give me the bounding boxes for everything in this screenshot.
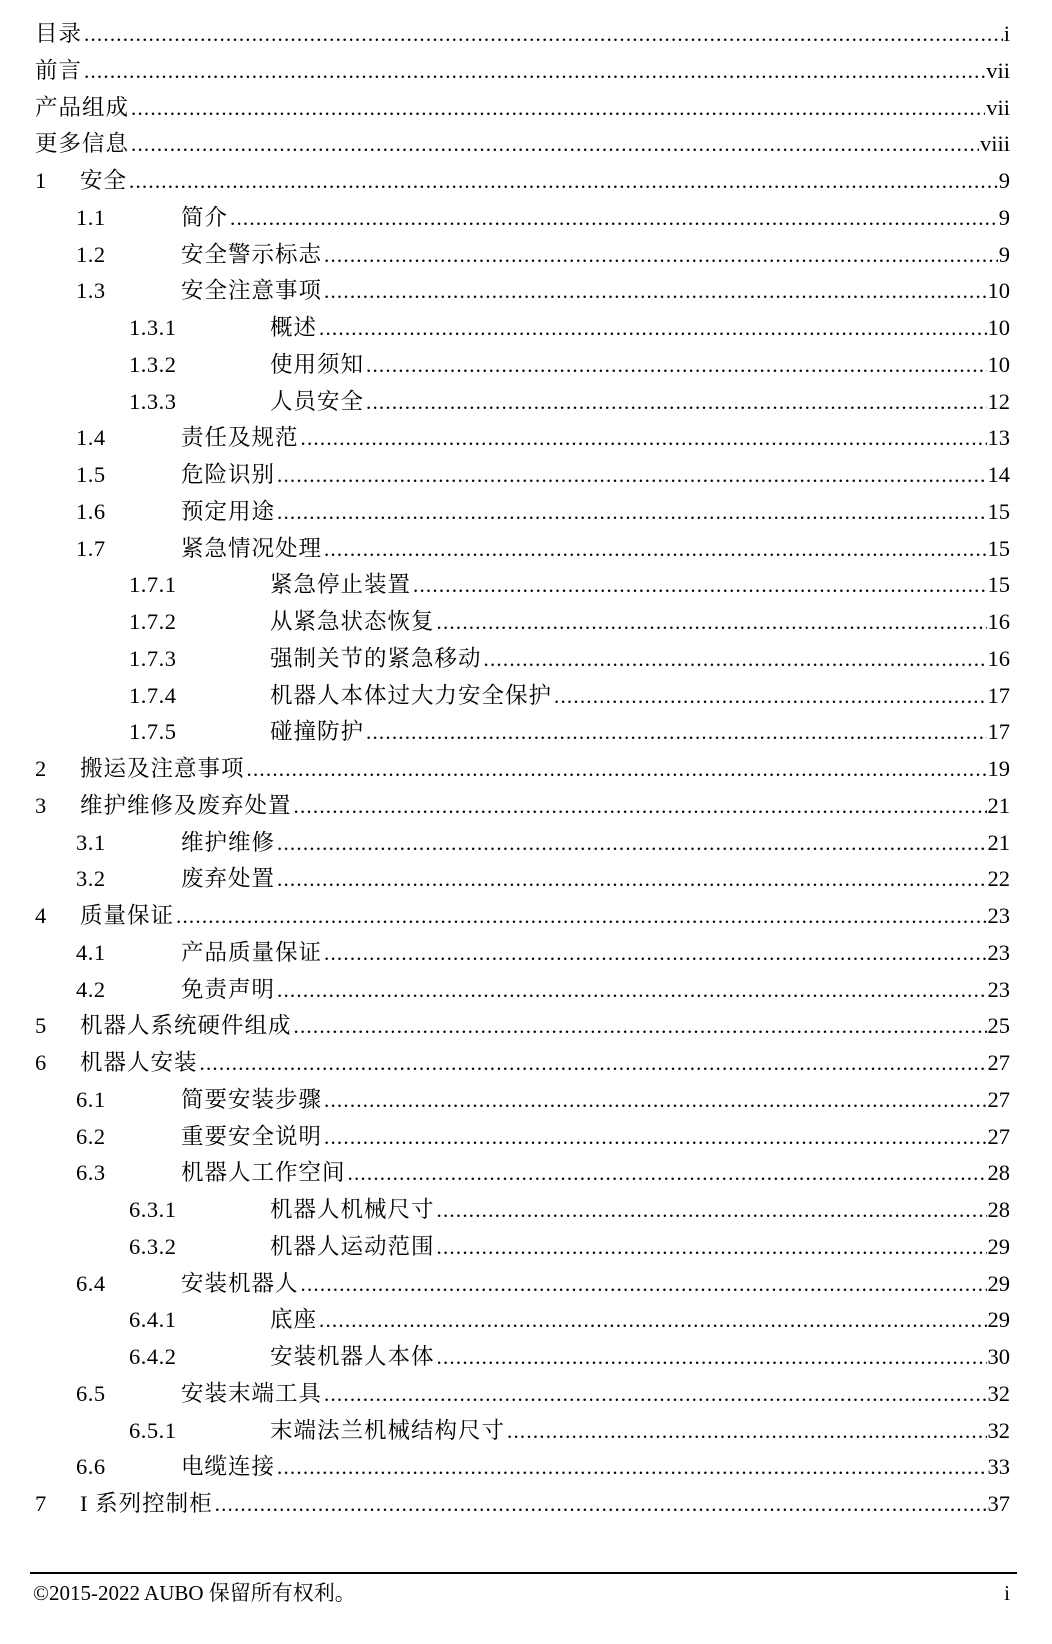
toc-entry-page-number: 29 xyxy=(987,1270,1010,1296)
toc-entry-title: 安装机器人 xyxy=(181,1270,299,1296)
toc-entry-number: 1.7.1 xyxy=(129,572,177,598)
toc-entry-number: 6.5.1 xyxy=(129,1417,177,1443)
footer-page-number: i xyxy=(1004,1581,1010,1605)
toc-entry-number: 6.3.2 xyxy=(129,1233,177,1259)
toc-entry-title: 目录 xyxy=(35,21,83,46)
toc-entry-number: 1.7.4 xyxy=(129,682,177,708)
toc-leader-dots xyxy=(324,1119,986,1156)
toc-entry-number: 6 xyxy=(35,1050,47,1075)
toc-entry[interactable] xyxy=(35,420,1010,457)
toc-entry-page-number: vii xyxy=(986,94,1010,120)
toc-entry-title: 紧急情况处理 xyxy=(181,535,323,561)
toc-entry-number: 1.5 xyxy=(76,462,106,487)
toc-leader-dots xyxy=(277,861,986,898)
toc-entry-title: 质量保证 xyxy=(80,903,175,928)
toc-leader-dots xyxy=(507,1413,986,1450)
toc-entry-page-number: 15 xyxy=(987,498,1010,524)
toc-entry-number: 4.1 xyxy=(76,939,106,965)
toc-entry[interactable] xyxy=(35,972,1010,1009)
toc-entry-title: 产品组成 xyxy=(35,94,130,120)
toc-entry[interactable] xyxy=(35,1449,1010,1486)
toc-leader-dots xyxy=(294,1008,987,1045)
toc-entry-number: 6.4.2 xyxy=(129,1344,177,1369)
toc-entry[interactable] xyxy=(35,1266,1010,1303)
toc-entry[interactable] xyxy=(35,678,1010,715)
toc-leader-dots xyxy=(129,163,998,200)
toc-entry[interactable] xyxy=(35,604,1010,641)
toc-leader-dots xyxy=(215,1486,987,1523)
toc-entry-number: 6.2 xyxy=(76,1123,106,1149)
toc-entry-title: 安全警示标志 xyxy=(181,241,323,267)
toc-entry-number: 6.3.1 xyxy=(129,1197,177,1222)
toc-entry-title: 电缆连接 xyxy=(181,1454,276,1480)
toc-leader-dots xyxy=(437,1339,987,1376)
toc-leader-dots xyxy=(301,420,987,457)
toc-entry-page-number: 15 xyxy=(987,535,1010,561)
toc-leader-dots xyxy=(324,1376,986,1413)
toc-entry[interactable] xyxy=(35,751,1010,788)
toc-entry-title: 责任及规范 xyxy=(181,425,299,451)
toc-entry-page-number: 22 xyxy=(987,866,1010,892)
toc-entry-page-number: 15 xyxy=(987,572,1010,598)
toc-entry[interactable] xyxy=(35,1376,1010,1413)
toc-entry-page-number: 32 xyxy=(987,1380,1010,1406)
toc-leader-dots xyxy=(319,1302,986,1339)
toc-entry[interactable] xyxy=(35,898,1010,935)
toc-entry-number: 3.2 xyxy=(76,866,106,892)
toc-entry[interactable] xyxy=(35,1045,1010,1082)
toc-entry-number: 6.3 xyxy=(76,1160,106,1186)
toc-entry-title: 搬运及注意事项 xyxy=(80,756,245,781)
toc-leader-dots xyxy=(247,751,987,788)
toc-entry[interactable] xyxy=(35,825,1010,862)
toc-entry-number: 1.3.3 xyxy=(129,388,177,414)
toc-entry[interactable] xyxy=(35,531,1010,568)
toc-entry[interactable] xyxy=(35,1082,1010,1119)
toc-entry-number: 7 xyxy=(35,1491,47,1516)
toc-entry-page-number: 9 xyxy=(998,204,1010,230)
toc-entry-title: 前言 xyxy=(35,57,83,83)
toc-leader-dots xyxy=(131,90,985,127)
toc-leader-dots xyxy=(301,1266,987,1303)
toc-entry-title: 紧急停止装置 xyxy=(270,572,412,598)
toc-entry-page-number: 16 xyxy=(987,645,1010,671)
toc-leader-dots xyxy=(131,126,979,163)
toc-entry-title: 人员安全 xyxy=(270,388,365,414)
toc-entry-page-number: 9 xyxy=(998,168,1010,193)
toc-entry[interactable] xyxy=(35,126,1010,163)
toc-entry[interactable] xyxy=(35,935,1010,972)
toc-entry[interactable] xyxy=(35,16,1010,53)
toc-entry[interactable] xyxy=(35,641,1010,678)
toc-leader-dots xyxy=(437,1192,987,1229)
toc-entry-number: 1.7.5 xyxy=(129,719,177,745)
toc-entry-page-number: 23 xyxy=(987,939,1010,965)
toc-entry-page-number: 30 xyxy=(987,1344,1010,1369)
toc-entry-number: 1.1 xyxy=(76,204,106,230)
toc-entry[interactable] xyxy=(35,1229,1010,1266)
toc-entry-page-number: 25 xyxy=(987,1013,1010,1039)
toc-entry-title: 简要安装步骤 xyxy=(181,1086,323,1112)
toc-leader-dots xyxy=(437,604,987,641)
toc-entry-title: 机器人安装 xyxy=(80,1050,198,1075)
toc-entry-number: 5 xyxy=(35,1013,47,1039)
toc-entry-page-number: 23 xyxy=(987,903,1010,928)
toc-leader-dots xyxy=(277,825,986,862)
toc-entry-page-number: 17 xyxy=(987,719,1010,745)
toc-leader-dots xyxy=(366,714,986,751)
toc-entry-title: 机器人机械尺寸 xyxy=(270,1197,435,1222)
toc-entry-page-number: 12 xyxy=(987,388,1010,414)
toc-entry-title: 末端法兰机械结构尺寸 xyxy=(270,1417,506,1443)
toc-entry-title: 机器人运动范围 xyxy=(270,1233,435,1259)
footer-divider xyxy=(30,1572,1017,1574)
toc-entry-number: 3 xyxy=(35,792,47,818)
toc-entry-page-number: 13 xyxy=(987,425,1010,451)
toc-entry-page-number: 9 xyxy=(998,241,1010,267)
toc-entry[interactable] xyxy=(35,1302,1010,1339)
toc-entry-title: 强制关节的紧急移动 xyxy=(270,645,482,671)
toc-entry[interactable] xyxy=(35,494,1010,531)
toc-entry-number: 2 xyxy=(35,756,47,781)
toc-entry-number: 1.2 xyxy=(76,241,106,267)
toc-entry-number: 1.7.2 xyxy=(129,609,177,634)
toc-entry[interactable] xyxy=(35,200,1010,237)
toc-entry-page-number: 33 xyxy=(987,1454,1010,1480)
table-of-contents xyxy=(35,16,1010,1523)
toc-entry-title: 维护维修 xyxy=(181,829,276,855)
toc-entry[interactable] xyxy=(35,347,1010,384)
toc-entry[interactable] xyxy=(35,273,1010,310)
toc-leader-dots xyxy=(324,531,986,568)
toc-entry-page-number: 21 xyxy=(987,792,1010,818)
toc-entry-title: 更多信息 xyxy=(35,131,130,157)
toc-entry-number: 1.7.3 xyxy=(129,645,177,671)
toc-leader-dots xyxy=(277,457,986,494)
toc-entry[interactable] xyxy=(35,53,1010,90)
toc-entry-page-number: viii xyxy=(979,131,1010,157)
toc-leader-dots xyxy=(294,788,987,825)
toc-entry-number: 1 xyxy=(35,168,47,193)
toc-entry-title: 碰撞防护 xyxy=(270,719,365,745)
toc-leader-dots xyxy=(277,972,986,1009)
toc-entry-page-number: 27 xyxy=(987,1050,1010,1075)
toc-entry-page-number: 14 xyxy=(987,462,1010,487)
toc-leader-dots xyxy=(230,200,998,237)
toc-entry[interactable] xyxy=(35,1339,1010,1376)
copyright-text: ©2015-2022 AUBO 保留所有权利。 xyxy=(33,1581,356,1605)
toc-entry[interactable] xyxy=(35,90,1010,127)
toc-entry-number: 1.3.2 xyxy=(129,351,177,377)
toc-entry[interactable] xyxy=(35,310,1010,347)
toc-entry-number: 6.4 xyxy=(76,1270,106,1296)
toc-entry-number: 1.7 xyxy=(76,535,106,561)
toc-entry[interactable] xyxy=(35,1119,1010,1156)
toc-entry[interactable] xyxy=(35,861,1010,898)
toc-leader-dots xyxy=(324,273,986,310)
toc-leader-dots xyxy=(366,347,986,384)
toc-entry-title: 机器人工作空间 xyxy=(181,1160,346,1186)
toc-entry[interactable] xyxy=(35,1008,1010,1045)
toc-entry-page-number: 23 xyxy=(987,976,1010,1002)
toc-entry-page-number: 28 xyxy=(987,1197,1010,1222)
toc-entry[interactable] xyxy=(35,788,1010,825)
toc-entry-title: 产品质量保证 xyxy=(181,939,323,965)
toc-entry-title: 简介 xyxy=(181,204,229,230)
toc-entry[interactable] xyxy=(35,1486,1010,1523)
toc-entry[interactable] xyxy=(35,384,1010,421)
toc-entry[interactable] xyxy=(35,457,1010,494)
toc-entry-title: 机器人系统硬件组成 xyxy=(80,1013,292,1039)
toc-leader-dots xyxy=(200,1045,987,1082)
toc-entry-number: 4.2 xyxy=(76,976,106,1002)
toc-entry-title: 底座 xyxy=(270,1307,318,1333)
toc-entry[interactable] xyxy=(35,1192,1010,1229)
toc-entry-title: 从紧急状态恢复 xyxy=(270,609,435,634)
toc-entry-page-number: 17 xyxy=(987,682,1010,708)
toc-leader-dots xyxy=(484,641,987,678)
toc-entry-title: 重要安全说明 xyxy=(181,1123,323,1149)
toc-entry-title: 概述 xyxy=(270,315,318,340)
toc-leader-dots xyxy=(84,53,985,90)
toc-entry-page-number: 29 xyxy=(987,1233,1010,1259)
page-footer xyxy=(33,1580,1010,1606)
toc-entry[interactable] xyxy=(35,1155,1010,1192)
toc-entry-title: 机器人本体过大力安全保护 xyxy=(270,682,553,708)
toc-entry-number: 4 xyxy=(35,903,47,928)
toc-leader-dots xyxy=(324,1082,986,1119)
toc-leader-dots xyxy=(319,310,986,347)
toc-entry-number: 6.5 xyxy=(76,1380,106,1406)
toc-leader-dots xyxy=(176,898,986,935)
toc-entry-title: 维护维修及废弃处置 xyxy=(80,792,292,818)
toc-entry[interactable] xyxy=(35,1413,1010,1450)
toc-entry-title: 安装末端工具 xyxy=(181,1380,323,1406)
toc-entry-title: 使用须知 xyxy=(270,351,365,377)
toc-leader-dots xyxy=(277,1449,986,1486)
toc-entry-title: 预定用途 xyxy=(181,498,276,524)
toc-entry-title: 安装机器人本体 xyxy=(270,1344,435,1369)
toc-entry-page-number: 19 xyxy=(987,756,1010,781)
toc-entry-number: 6.6 xyxy=(76,1454,106,1480)
toc-entry[interactable] xyxy=(35,714,1010,751)
toc-entry-title: 废弃处置 xyxy=(181,866,276,892)
toc-entry-page-number: 29 xyxy=(987,1307,1010,1333)
toc-leader-dots xyxy=(324,935,986,972)
toc-entry-number: 1.3 xyxy=(76,278,106,304)
toc-leader-dots xyxy=(324,237,998,274)
toc-entry[interactable] xyxy=(35,163,1010,200)
toc-entry-title: 危险识别 xyxy=(181,462,276,487)
toc-entry-page-number: i xyxy=(1003,21,1010,46)
toc-entry[interactable] xyxy=(35,237,1010,274)
toc-leader-dots xyxy=(437,1229,987,1266)
toc-entry-title: 安全 xyxy=(80,168,128,193)
toc-entry-page-number: vii xyxy=(986,57,1010,83)
toc-entry-page-number: 32 xyxy=(987,1417,1010,1443)
toc-entry-page-number: 16 xyxy=(987,609,1010,634)
toc-entry-number: 1.6 xyxy=(76,498,106,524)
toc-entry-page-number: 27 xyxy=(987,1123,1010,1149)
toc-entry-number: 1.4 xyxy=(76,425,106,451)
toc-leader-dots xyxy=(413,567,986,604)
toc-entry-title: 免责声明 xyxy=(181,976,276,1002)
toc-entry-page-number: 21 xyxy=(987,829,1010,855)
toc-entry-page-number: 37 xyxy=(987,1491,1010,1516)
toc-entry-number: 6.4.1 xyxy=(129,1307,177,1333)
toc-entry-number: 3.1 xyxy=(76,829,106,855)
toc-entry-page-number: 10 xyxy=(987,315,1010,340)
toc-leader-dots xyxy=(84,16,1003,53)
toc-entry-page-number: 10 xyxy=(987,351,1010,377)
toc-leader-dots xyxy=(277,494,986,531)
toc-leader-dots xyxy=(554,678,986,715)
toc-leader-dots xyxy=(348,1155,987,1192)
toc-entry-page-number: 27 xyxy=(987,1086,1010,1112)
toc-entry-number: 6.1 xyxy=(76,1086,106,1112)
toc-entry-title: 安全注意事项 xyxy=(181,278,323,304)
toc-leader-dots xyxy=(366,384,986,421)
toc-entry-page-number: 10 xyxy=(987,278,1010,304)
toc-entry[interactable] xyxy=(35,567,1010,604)
toc-entry-number: 1.3.1 xyxy=(129,315,177,340)
toc-entry-page-number: 28 xyxy=(987,1160,1010,1186)
toc-entry-title: I 系列控制柜 xyxy=(80,1491,213,1516)
